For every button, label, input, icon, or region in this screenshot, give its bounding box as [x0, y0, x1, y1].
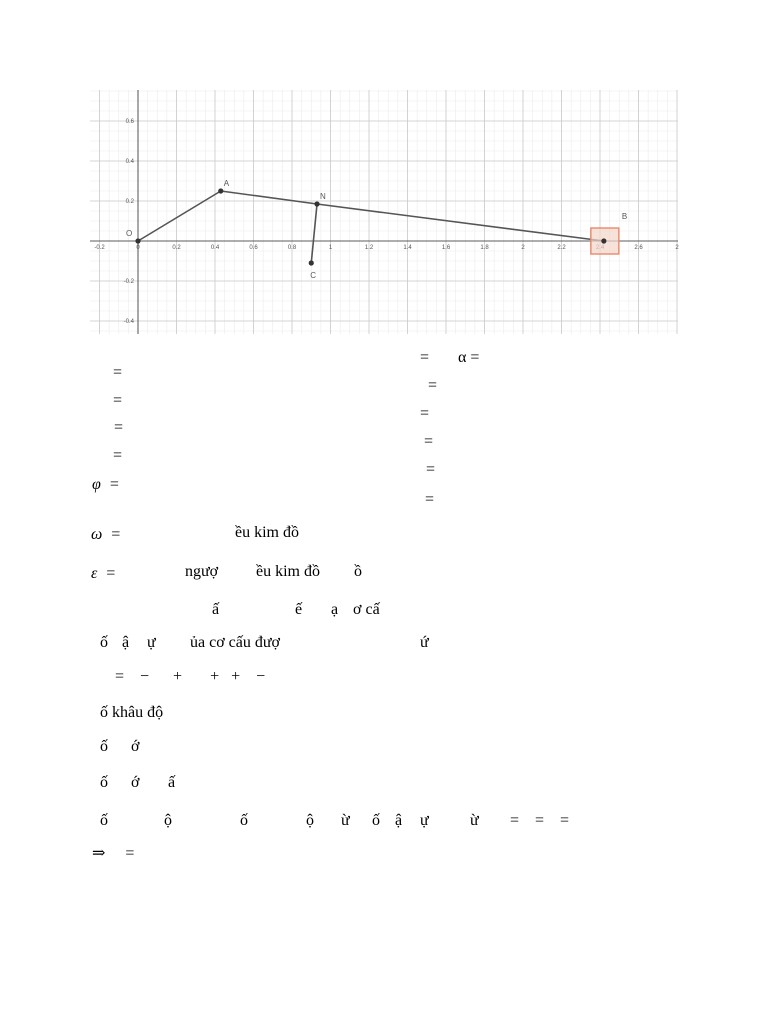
- epsilon-text-1: ngượ: [185, 563, 219, 580]
- point-label-n: N: [320, 192, 326, 201]
- x-tick-label: 0.8: [287, 245, 297, 251]
- point-a[interactable]: [218, 188, 223, 193]
- l10-c: ạ: [331, 601, 339, 618]
- point-label-b: B: [621, 212, 628, 221]
- l15-a: ố: [100, 774, 108, 791]
- l10-b: ế: [295, 601, 303, 618]
- l16-g: ậ: [395, 812, 403, 829]
- x-tick-label: 1.8: [480, 245, 489, 251]
- point-o[interactable]: [135, 238, 140, 243]
- x-tick-label: 0: [136, 245, 140, 251]
- l11-c: ự: [147, 634, 156, 651]
- r2-eq: =: [428, 377, 438, 394]
- l15-b: ớ: [131, 774, 140, 791]
- l10-d: ơ cấ: [353, 601, 380, 618]
- l13-text: ố khâu độ: [100, 704, 164, 721]
- l16-i: ừ: [470, 812, 479, 829]
- omega-eq: ω =: [91, 526, 122, 543]
- x-tick-label: 2.6: [634, 245, 643, 251]
- r3-eq: =: [420, 405, 430, 422]
- l10-a: ấ: [212, 601, 220, 618]
- x-tick-label: 1.2: [364, 245, 374, 251]
- l16-c: ố: [240, 812, 248, 829]
- l15-c: ấ: [168, 774, 176, 791]
- link-oa: [138, 191, 221, 241]
- l17-implies: ⇒ =: [92, 845, 135, 862]
- l11-a: ố: [100, 634, 108, 651]
- x-tick-label: 0.4: [210, 245, 220, 251]
- l14-a: ố: [100, 738, 108, 755]
- y-tick-label: 0.6: [125, 119, 134, 125]
- x-tick-label: 0.2: [172, 245, 181, 251]
- y-tick-labels: [124, 119, 135, 325]
- point-label-o: O: [126, 229, 133, 238]
- r1-eq: =: [420, 349, 430, 366]
- point-b[interactable]: [601, 238, 606, 243]
- x-tick-label: -0.2: [94, 245, 105, 251]
- epsilon-text-2: ều kim đồ: [256, 563, 320, 580]
- x-tick-label: 2: [521, 245, 525, 251]
- x-tick-label: 1: [328, 245, 333, 251]
- r4-eq: =: [424, 433, 434, 450]
- point-c[interactable]: [309, 260, 314, 265]
- r6-eq: =: [425, 491, 435, 508]
- l14-b: ớ: [131, 738, 140, 755]
- l16-e: ừ: [341, 812, 350, 829]
- l1-eq: =: [113, 364, 123, 381]
- l12-formula: = − + + + −: [115, 668, 266, 685]
- mechanism-graph: [90, 90, 678, 334]
- omega-text: ều kim đồ: [235, 524, 299, 541]
- l16-j: = = =: [510, 812, 570, 829]
- link-an: [221, 191, 317, 204]
- point-n[interactable]: [314, 201, 319, 206]
- l2-eq: =: [113, 392, 123, 409]
- x-tick-label: 1.4: [403, 245, 412, 251]
- y-tick-label: 0.4: [125, 159, 134, 165]
- link-nc: [311, 204, 317, 263]
- link-nb: [317, 204, 604, 241]
- mechanism-links: [138, 191, 604, 263]
- l16-d: ộ: [306, 812, 314, 829]
- epsilon-eq: ε =: [91, 565, 117, 582]
- y-tick-label: -0.2: [123, 279, 134, 285]
- r5-eq: =: [426, 461, 436, 478]
- l4-eq: =: [113, 447, 123, 464]
- x-tick-label: 2.2: [557, 245, 566, 251]
- l16-h: ự: [420, 812, 429, 829]
- l11-d: ủa cơ cấu đượ: [190, 634, 280, 651]
- l11-e: ứ: [420, 634, 429, 651]
- l16-b: ộ: [164, 812, 172, 829]
- y-tick-label: -0.4: [123, 319, 134, 325]
- x-tick-label: 2: [675, 245, 679, 251]
- l16-f: ố: [372, 812, 380, 829]
- l11-b: ậ: [122, 634, 130, 651]
- point-label-a: A: [223, 179, 230, 188]
- phi-eq: φ =: [92, 476, 120, 493]
- x-tick-label: 1.6: [441, 245, 451, 251]
- r1-alpha: α =: [458, 349, 480, 366]
- y-tick-label: 0.2: [125, 199, 134, 205]
- point-label-c: C: [310, 271, 317, 280]
- epsilon-text-3: ồ: [354, 563, 362, 580]
- x-tick-label: 0.6: [249, 245, 258, 251]
- l16-a: ố: [100, 812, 108, 829]
- l3-eq: =: [114, 419, 124, 436]
